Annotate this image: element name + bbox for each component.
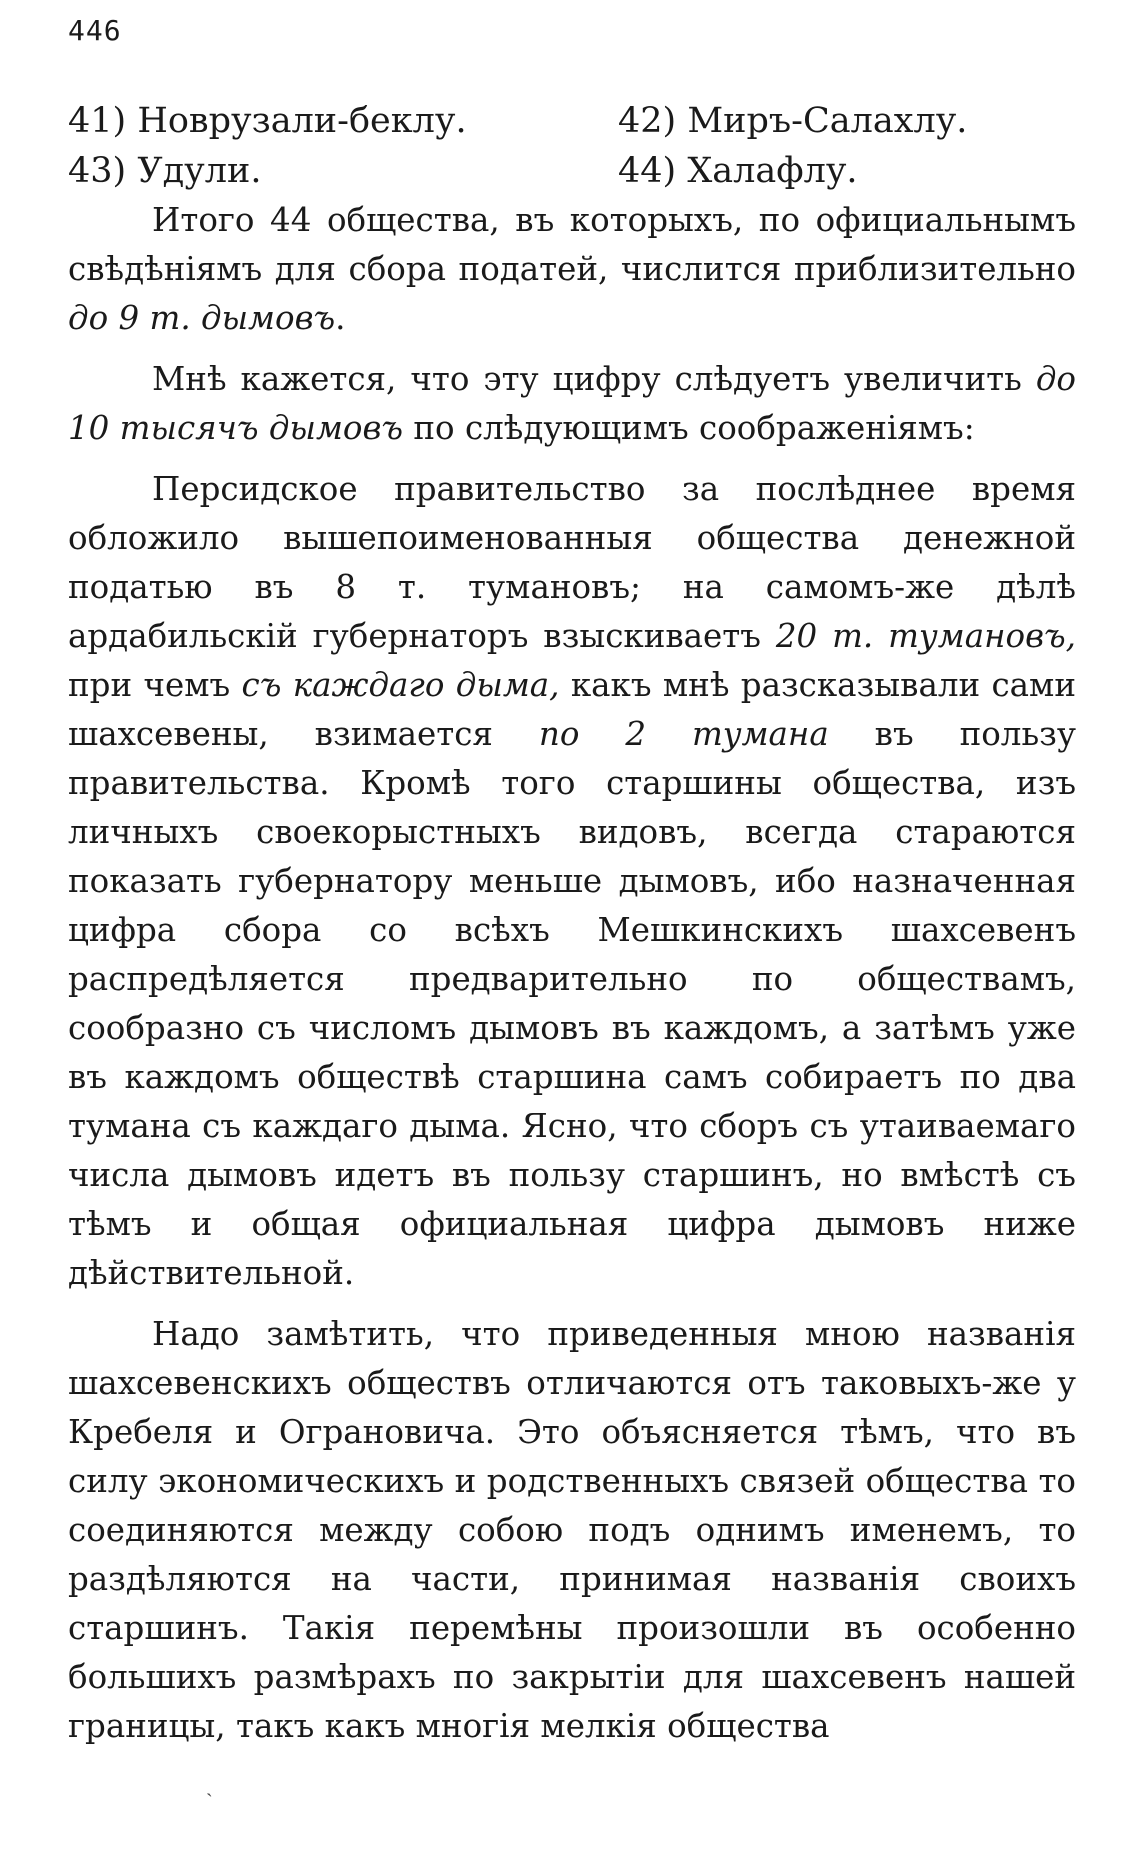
list-row [68,146,1068,196]
emphasis-text: до 9 т. дымовъ [68,299,336,337]
text-run: въ пользу правительства. Кромѣ того старшины общества, изъ личныхъ своекорыстныхъ видовъ, всегда стараются показать губернатору меньше дымовъ, ибо назначенная цифра сбора со всѣхъ Мешкинскихъ шахсевенъ распредѣляется предварительно по обществамъ, сообразно съ числомъ дымовъ въ каждомъ, а затѣмъ уже въ каждомъ обществѣ старшина самъ собираетъ по два тумана съ каждаго дыма. Ясно, что сборъ съ утаиваемаго числа дымовъ идетъ въ пользу старшинъ, но вмѣстѣ съ тѣмъ и общая официальная цифра дымовъ ниже дѣйствительной. [68,715,1076,1292]
paragraph-names: Надо замѣтить, что приведенныя мною названія шахсевенскихъ обществъ отличаются отъ таковыхъ-же у Кребеля и Ограновича. Это объясняется тѣмъ, что въ силу экономическихъ и родственныхъ связей общества то соединяются между собою подъ однимъ именемъ, то раздѣляются на части, принимая названія своихъ старшинъ. Такія перемѣны произошли въ особенно большихъ размѣрахъ по закрытіи для шахсевенъ нашей границы, такъ какъ многія мелкія общества [68,1315,1076,1745]
body-text [68,196,1076,1751]
text-run: при чемъ [68,666,242,704]
emphasis-text: съ каждаго дыма, [241,666,560,704]
stray-mark: ˏ [206,1773,213,1797]
page-number: 446 [68,14,122,47]
list-item: 44) Халафлу. [618,151,858,191]
paragraph-taxation [68,465,1076,1298]
list-item: 41) Новрузали-беклу. [68,101,467,141]
text-run: какъ мнѣ разсказывали сами шахсевены, взимается [68,666,1077,753]
paragraph-total [68,196,1076,343]
emphasis-text: по 2 тумана [538,715,829,753]
list-item: 43) Удули. [68,151,262,191]
text-run: Мнѣ кажется, что эту цифру слѣдуетъ увеличить [152,360,1036,398]
list-row [68,96,1068,146]
paragraph-estimate [68,355,1076,453]
text-run: . [335,299,346,337]
list-item: 42) Миръ-Салахлу. [618,101,968,141]
text-run: Персидское правительство за послѣднее время обложило вышепоименованныя общества денежной податью въ 8 т. тумановъ; на самомъ-же дѣлѣ ардабильскій губернаторъ взыскиваетъ [68,470,1076,655]
society-list [68,96,1068,196]
text-run: Итого 44 общества, въ которыхъ, по официальнымъ свѣдѣніямъ для сбора податей, числится приблизительно [68,201,1076,288]
text-run: по слѣдующимъ соображеніямъ: [403,409,975,447]
emphasis-text: до 10 тысячъ дымовъ [68,360,1076,447]
emphasis-text: 20 т. тумановъ, [775,617,1076,655]
